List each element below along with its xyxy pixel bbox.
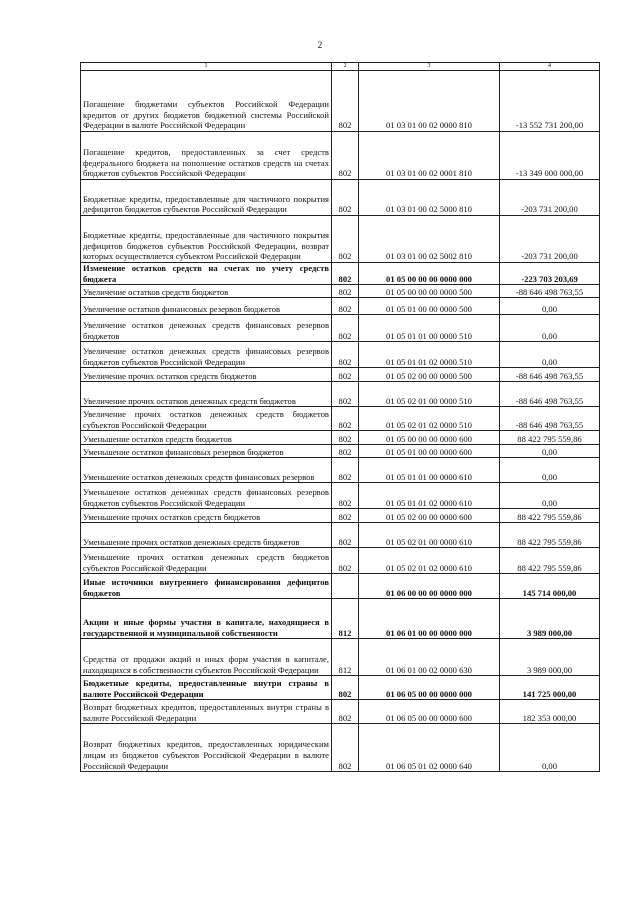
row-classification-code: 01 05 02 00 00 0000 600 <box>359 509 500 523</box>
row-admin-code: 802 <box>332 509 359 523</box>
row-classification-code: 01 06 00 00 00 0000 000 <box>359 574 500 599</box>
row-classification-code: 01 05 02 01 00 0000 510 <box>359 382 500 407</box>
table-row <box>81 431 600 445</box>
row-admin-code: 802 <box>332 548 359 574</box>
row-classification-code: 01 05 02 00 00 0000 500 <box>359 368 500 382</box>
row-admin-code: 802 <box>332 724 359 772</box>
row-admin-code <box>332 574 359 599</box>
row-admin-code: 802 <box>332 132 359 180</box>
row-description: Увеличение остатков финансовых резервов бюджетов <box>81 298 332 315</box>
row-amount: 0,00 <box>500 458 600 483</box>
row-description: Увеличение остатков денежных средств финансовых резервов бюджетов <box>81 315 332 342</box>
page-number: 2 <box>317 40 323 50</box>
row-amount: -13 349 000 000,00 <box>500 132 600 180</box>
column-header: 4 <box>500 63 600 71</box>
row-admin-code: 802 <box>332 445 359 458</box>
row-description: Бюджетные кредиты, предоставленные для частичного покрытия дефицитов бюджетов субъектов Российской Федерации, возврат которых осуществляется субъектом Российской Федерации <box>81 216 332 263</box>
table-row <box>81 368 600 382</box>
row-amount: 88 422 795 559,86 <box>500 548 600 574</box>
row-description: Уменьшение прочих остатков денежных средств бюджетов <box>81 523 332 548</box>
table-row <box>81 298 600 315</box>
row-amount: -88 646 498 763,55 <box>500 285 600 298</box>
table-body <box>81 63 600 772</box>
row-amount: 88 422 795 559,86 <box>500 523 600 548</box>
table-row <box>81 548 600 574</box>
table-row <box>81 483 600 509</box>
row-admin-code: 802 <box>332 523 359 548</box>
row-admin-code: 802 <box>332 431 359 445</box>
table-row <box>81 523 600 548</box>
row-classification-code: 01 05 01 01 00 0000 610 <box>359 458 500 483</box>
table-row <box>81 407 600 431</box>
table-row <box>81 382 600 407</box>
row-admin-code: 802 <box>332 298 359 315</box>
table-row <box>81 71 600 132</box>
row-description: Уменьшение прочих остатков денежных средств бюджетов субъектов Российской Федерации <box>81 548 332 574</box>
table-row <box>81 180 600 216</box>
row-classification-code: 01 03 01 00 02 5000 810 <box>359 180 500 216</box>
table-row <box>81 574 600 599</box>
row-classification-code: 01 06 01 00 00 0000 000 <box>359 599 500 639</box>
row-amount: -203 731 200,00 <box>500 180 600 216</box>
row-amount: 0,00 <box>500 724 600 772</box>
row-admin-code: 802 <box>332 315 359 342</box>
row-description: Уменьшение остатков денежных средств финансовых резервов <box>81 458 332 483</box>
table-row <box>81 599 600 639</box>
row-description: Иные источники внутреннего финансирования дефицитов бюджетов <box>81 574 332 599</box>
table-row <box>81 342 600 368</box>
row-admin-code: 812 <box>332 639 359 676</box>
row-amount: 88 422 795 559,86 <box>500 509 600 523</box>
row-description: Уменьшение прочих остатков средств бюджетов <box>81 509 332 523</box>
row-description: Увеличение прочих остатков средств бюджетов <box>81 368 332 382</box>
row-classification-code: 01 05 00 00 00 0000 500 <box>359 285 500 298</box>
row-classification-code: 01 05 02 01 02 0000 610 <box>359 548 500 574</box>
row-admin-code: 802 <box>332 285 359 298</box>
table-row <box>81 639 600 676</box>
row-amount: -88 646 498 763,55 <box>500 368 600 382</box>
row-classification-code: 01 06 05 01 02 0000 640 <box>359 724 500 772</box>
row-classification-code: 01 03 01 00 02 0000 810 <box>359 71 500 132</box>
table-row <box>81 263 600 285</box>
row-amount: 88 422 795 559,86 <box>500 431 600 445</box>
table-row <box>81 445 600 458</box>
row-amount: -203 731 200,00 <box>500 216 600 263</box>
row-classification-code: 01 05 01 01 02 0000 510 <box>359 342 500 368</box>
row-admin-code: 802 <box>332 71 359 132</box>
row-description: Бюджетные кредиты, предоставленные внутри страны в валюте Российской Федерации <box>81 676 332 700</box>
row-classification-code: 01 05 01 00 00 0000 500 <box>359 298 500 315</box>
row-admin-code: 802 <box>332 458 359 483</box>
row-amount: 141 725 000,00 <box>500 676 600 700</box>
row-admin-code: 802 <box>332 407 359 431</box>
row-description: Увеличение прочих остатков денежных средств бюджетов <box>81 382 332 407</box>
table-row <box>81 132 600 180</box>
table-header-row <box>81 63 600 71</box>
row-description: Возврат бюджетных кредитов, предоставленных юридическим лицам из бюджетов субъектов Российской Федерации в валюте Российской Федерации <box>81 724 332 772</box>
row-amount: -88 646 498 763,55 <box>500 407 600 431</box>
row-amount: -13 552 731 200,00 <box>500 71 600 132</box>
row-description: Бюджетные кредиты, предоставленные для частичного покрытия дефицитов бюджетов субъектов Российской Федерации <box>81 180 332 216</box>
row-description: Акции и иные формы участия в капитале, находящиеся в государственной и муниципальной собственности <box>81 599 332 639</box>
column-header: 3 <box>359 63 500 71</box>
budget-sources-table <box>80 62 600 772</box>
row-description: Увеличение остатков денежных средств финансовых резервов бюджетов субъектов Российской Федерации <box>81 342 332 368</box>
row-amount: 0,00 <box>500 342 600 368</box>
row-classification-code: 01 05 01 01 00 0000 510 <box>359 315 500 342</box>
row-classification-code: 01 05 01 00 00 0000 600 <box>359 445 500 458</box>
row-classification-code: 01 06 01 00 02 0000 630 <box>359 639 500 676</box>
row-amount: 182 353 000,00 <box>500 700 600 724</box>
table-row <box>81 676 600 700</box>
row-amount: 0,00 <box>500 298 600 315</box>
row-amount: 3 989 000,00 <box>500 639 600 676</box>
row-amount: 0,00 <box>500 483 600 509</box>
row-classification-code: 01 06 05 00 00 0000 600 <box>359 700 500 724</box>
row-amount: -88 646 498 763,55 <box>500 382 600 407</box>
table-row <box>81 285 600 298</box>
table-row <box>81 315 600 342</box>
row-description: Уменьшение остатков денежных средств финансовых резервов бюджетов субъектов Российской Федерации <box>81 483 332 509</box>
row-description: Увеличение прочих остатков денежных средств бюджетов субъектов Российской Федерации <box>81 407 332 431</box>
row-classification-code: 01 05 02 01 02 0000 510 <box>359 407 500 431</box>
row-description: Погашение бюджетами субъектов Российской Федерации кредитов от других бюджетов бюджетной системы Российской Федерации в валюте Российской Федерации <box>81 71 332 132</box>
row-admin-code: 802 <box>332 483 359 509</box>
column-header: 2 <box>332 63 359 71</box>
table-row <box>81 700 600 724</box>
row-admin-code: 802 <box>332 180 359 216</box>
row-classification-code: 01 06 05 00 00 0000 000 <box>359 676 500 700</box>
table-row <box>81 509 600 523</box>
row-description: Возврат бюджетных кредитов, предоставленных внутри страны в валюте Российской Федерации <box>81 700 332 724</box>
row-amount: -223 703 203,69 <box>500 263 600 285</box>
row-admin-code: 802 <box>332 263 359 285</box>
row-classification-code: 01 03 01 00 02 0001 810 <box>359 132 500 180</box>
row-amount: 145 714 000,00 <box>500 574 600 599</box>
row-amount: 3 989 000,00 <box>500 599 600 639</box>
row-admin-code: 802 <box>332 700 359 724</box>
row-amount: 0,00 <box>500 315 600 342</box>
table-row <box>81 216 600 263</box>
row-admin-code: 812 <box>332 599 359 639</box>
table-row <box>81 458 600 483</box>
row-admin-code: 802 <box>332 382 359 407</box>
row-description: Уменьшение остатков средств бюджетов <box>81 431 332 445</box>
row-classification-code: 01 05 00 00 00 0000 000 <box>359 263 500 285</box>
row-amount: 0,00 <box>500 445 600 458</box>
row-admin-code: 802 <box>332 368 359 382</box>
row-description: Увеличение остатков средств бюджетов <box>81 285 332 298</box>
row-description: Уменьшение остатков финансовых резервов бюджетов <box>81 445 332 458</box>
row-description: Погашение кредитов, предоставленных за счет средств федерального бюджета на пополнение остатков средств на счетах бюджетов субъектов Российской Федерации <box>81 132 332 180</box>
row-classification-code: 01 05 02 01 00 0000 610 <box>359 523 500 548</box>
row-admin-code: 802 <box>332 216 359 263</box>
row-admin-code: 802 <box>332 342 359 368</box>
row-classification-code: 01 03 01 00 02 5002 810 <box>359 216 500 263</box>
row-admin-code: 802 <box>332 676 359 700</box>
row-classification-code: 01 05 00 00 00 0000 600 <box>359 431 500 445</box>
table-row <box>81 724 600 772</box>
column-header: 1 <box>81 63 332 71</box>
row-description: Средства от продажи акций и иных форм участия в капитале, находящихся в собственности субъектов Российской Федерации <box>81 639 332 676</box>
row-classification-code: 01 05 01 01 02 0000 610 <box>359 483 500 509</box>
row-description: Изменение остатков средств на счетах по учету средств бюджета <box>81 263 332 285</box>
